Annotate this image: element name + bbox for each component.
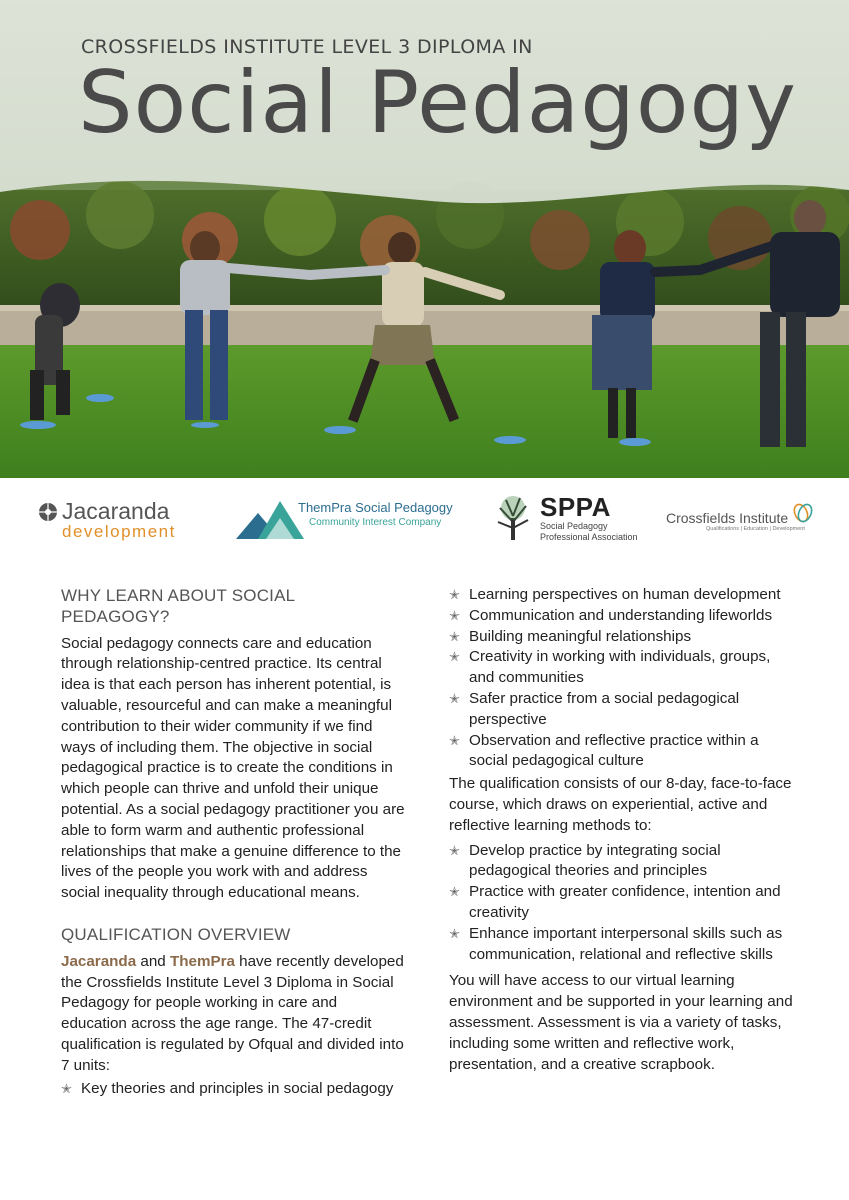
star-icon: ✭ [449,925,460,941]
hero-banner [0,0,849,478]
course-intro: The qualification consists of our 8-day, face-to-face course, which draws on experiential, active and reflective learning methods to: [449,775,792,834]
jacaranda-sub: development [62,522,176,541]
list-item: ✭ Safer practice from a social pedagogical perspective [449,689,740,728]
right-column [449,585,794,1075]
star-icon: ✭ [449,732,460,748]
sppa-sub-line2: Professional Association [540,532,638,542]
list-item: ✭ Enhance important interpersonal skills such as communication, relational and reflective skills [449,924,783,963]
thempra-mountain-icon [236,498,306,540]
thempra-sub: Community Interest Company [309,517,442,528]
thempra-ref: ThemPra [169,952,235,970]
crossfields-name: Crossfields Institute [666,510,789,526]
jacaranda-flower-icon [38,502,58,522]
star-icon: ✭ [449,628,460,644]
star-icon: ✭ [449,607,460,623]
thempra-name: ThemPra Social Pedagogy [298,500,453,515]
aims-list [449,841,794,966]
crossfields-sub: Qualifications | Education | Development [706,526,805,532]
list-item: ✭ Key theories and principles in social pedagogy [61,1079,394,1097]
overview-heading: QUALIFICATION OVERVIEW [61,924,291,944]
list-item: ✭ Creativity in working with individuals, groups, and communities [449,648,771,687]
jacaranda-ref: Jacaranda [61,952,137,970]
units-list-right [449,585,794,772]
crossfields-knot-icon [792,502,814,524]
sppa-name: SPPA [540,492,611,522]
star-icon: ✭ [449,884,460,900]
hero-subtitle: CROSSFIELDS INSTITUTE LEVEL 3 DIPLOMA IN [81,36,533,58]
closing-paragraph: You will have access to our virtual learning environment and be supported in your learning and assessment. Assessment is via a variety of tasks, including some written and reflective work, presentation, and a creative scrapbook. [449,972,793,1073]
star-icon: ✭ [449,649,460,665]
jacaranda-name: Jacaranda [62,498,170,524]
list-item: ✭ Learning perspectives on human development [449,586,781,603]
star-icon: ✭ [449,587,460,602]
why-body: Social pedagogy connects care and education through relationship-centred practice. Its central idea is that each person has inherent potential, is valuable, resourceful and can make a meaningful contribution to their wider community if we find ways of including them. The objective in social pedagogical practice is to create the conditions in which people can thrive and unfold their unique potential. As a social pedagogy practitioner you are able to form warm and authentic professional relationships that make a genuine difference to the lives of the people you work with and address social inequality through educational means. [61,634,405,902]
tree-icon [492,494,534,542]
list-item: ✭ Practice with greater confidence, intention and creativity [449,883,781,921]
sppa-sub-line1: Social Pedagogy [540,521,608,531]
list-item: ✭ Observation and reflective practice within a social pedagogical culture [449,731,759,770]
partner-logos [0,478,849,568]
left-column [61,586,406,1099]
overview-body: Jacaranda and ThemPra have recently developed the Crossfields Institute Level 3 Diploma in Social Pedagogy for people working in care and education across the age range. The 47-credit qualification is regulated by Ofqual and divided into 7 units: [61,952,404,1074]
list-item: ✭ Develop practice by integrating social pedagogical theories and principles [449,841,721,880]
star-icon: ✭ [449,690,460,706]
star-icon: ✭ [61,1080,72,1096]
why-heading: WHY LEARN ABOUT SOCIAL PEDAGOGY? [61,586,295,626]
units-list-left [61,1079,406,1100]
star-icon: ✭ [449,842,460,858]
list-item: ✭ Building meaningful relationships [449,627,692,645]
page-title: Social Pedagogy [78,53,797,153]
list-item: ✭ Communication and understanding lifeworlds [449,606,773,624]
